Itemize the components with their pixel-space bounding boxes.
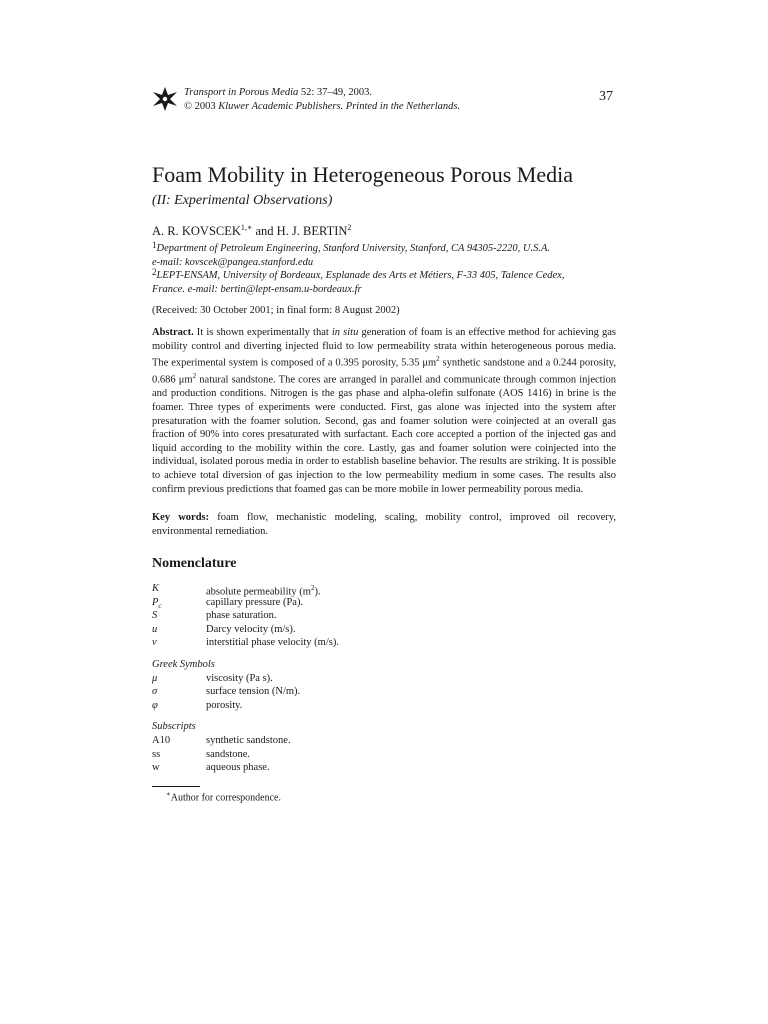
abstract-text-2: generation of foam is an effective method for achieving gas mobility control and diverting injected fluid to low permeability strata within heterogeneous porous media. The experimental system is composed of a 0.395 porosity, 5.35 μm (152, 327, 616, 369)
affiliation-1-email: e-mail: kovscek@pangea.stanford.edu (152, 257, 314, 268)
abstract-sup-1: 2 (436, 355, 440, 364)
nomenclature-row (152, 582, 452, 596)
symbol: K (152, 583, 160, 594)
definition: viscosity (Pa s). (206, 672, 273, 684)
author-join: and H. J. BERTIN (252, 224, 348, 239)
definition: porosity. (206, 699, 243, 711)
symbol: u (152, 623, 158, 635)
abstract-sup-2: 2 (192, 372, 197, 381)
footnote-rule (152, 786, 200, 787)
nomenclature-row (152, 748, 452, 762)
abstract-in-situ: in situ (331, 327, 359, 338)
nomenclature-list (152, 582, 452, 775)
author-2-marks: 2 (347, 223, 352, 232)
author-1: A. R. KOVSCEK (152, 224, 241, 239)
definition: surface tension (N/m). (206, 686, 301, 697)
affiliation-2-mark: 2 (152, 267, 157, 277)
keywords-text: foam flow, mechanistic modeling, scaling, mobility control, improved oil recovery, environmental remediation. (152, 512, 617, 537)
affiliation-2 (152, 265, 622, 297)
nomenclature-row (152, 609, 452, 623)
nomenclature-row (152, 623, 452, 637)
affiliation-1-text: Department of Petroleum Engineering, Stanford University, Stanford, CA 94305-2220, U.S.A. (156, 243, 551, 254)
received-dates: (Received: 30 October 2001; in final form: 8 August 2002) (152, 305, 400, 316)
paper-title: Foam Mobility in Heterogeneous Porous Media (152, 162, 574, 187)
abstract-text-3: synthetic sandstone and a 0.244 porosity, 0.686 μm (152, 357, 616, 386)
greek-symbols-heading: Greek Symbols (152, 658, 215, 670)
symbol: S (152, 610, 158, 621)
symbol: ss (152, 748, 161, 760)
definition: Darcy velocity (m/s). (206, 623, 296, 635)
nomenclature-heading: Nomenclature (152, 556, 237, 571)
paper-subtitle: (II: Experimental Observations) (152, 193, 333, 208)
abstract-text-4: natural sandstone. The cores are arranged in parallel and communicate through common injection and production conditions. Nitrogen is the gas phase and alpha-olefin sulfonate (AOS 1416) in brine is the foamer. Three types of experiments were conducted. First, gas alone was injected into the system after presaturation with the foamer solution. Second, gas and foamer solution were coinjected at an overall gas fraction of 90% into cores presaturated with surfactant. Each core accepted a portion of the injected gas and liquid according to the mobility within the core. Lastly, gas and foamer solution were coinjected into the individual, isolated porous media in order to establish baseline behavior. The results are striking. It is possible to achieve total diversion of gas injection to the low permeability medium in some cases. The results also confirm previous predictions that foamed gas can be more mobile in lower permeability porous media. (152, 374, 616, 495)
abstract-label: Abstract. (152, 327, 194, 338)
abstract-text-1: It is shown experimentally that (193, 327, 332, 338)
symbol: μ (152, 672, 158, 684)
nomenclature-row (152, 734, 452, 748)
definition: sandstone. (206, 748, 251, 760)
footnote (166, 790, 281, 803)
nomenclature-row (152, 596, 452, 610)
journal-citation: 52: 37–49, 2003. (298, 87, 373, 98)
nomenclature-row (152, 672, 452, 686)
nomenclature-row (152, 761, 452, 775)
definition: aqueous phase. (206, 762, 270, 773)
affiliation-2-email: France. e-mail: bertin@lept-ensam.u-bordeaux.fr (152, 284, 362, 295)
definition: capillary pressure (Pa). (206, 596, 304, 608)
author-1-marks: 1,∗ (240, 223, 253, 232)
author-line (152, 223, 351, 239)
journal-info (184, 86, 460, 114)
keywords (152, 511, 616, 538)
affiliation-2-text: LEPT-ENSAM, University of Bordeaux, Esplanade des Arts et Métiers, F-33 405, Talence Cedex, (156, 270, 565, 281)
kluwer-logo-icon (152, 86, 178, 112)
nomenclature-row (152, 636, 452, 650)
footnote-mark: ∗ (166, 790, 171, 798)
symbol: v (152, 637, 157, 648)
definition: absolute permeability $(m^2)$. (206, 584, 321, 598)
footnote-text: Author for correspondence. (170, 792, 281, 804)
affiliation-1-mark: 1 (152, 240, 157, 250)
subscripts-heading: Subscripts (152, 721, 196, 732)
symbol: σ (152, 686, 158, 697)
keywords-label: Key words: (152, 512, 210, 523)
abstract (152, 326, 616, 496)
definition: interstitial phase velocity (m/s). (206, 637, 339, 648)
definition: synthetic sandstone. (206, 735, 291, 746)
symbol: φ (152, 699, 158, 711)
nomenclature-row (152, 685, 452, 699)
copyright: © 2003 (184, 101, 219, 112)
journal-name: Transport in Porous Media (184, 87, 299, 98)
definition: phase saturation. (206, 610, 277, 621)
page-number: 37 (599, 89, 613, 104)
symbol: A10 (152, 735, 171, 746)
symbol: $P_c$ (152, 596, 162, 610)
symbol: w (152, 762, 160, 773)
publisher: Kluwer Academic Publishers. Printed in the Netherlands. (218, 101, 461, 112)
nomenclature-row (152, 699, 452, 713)
